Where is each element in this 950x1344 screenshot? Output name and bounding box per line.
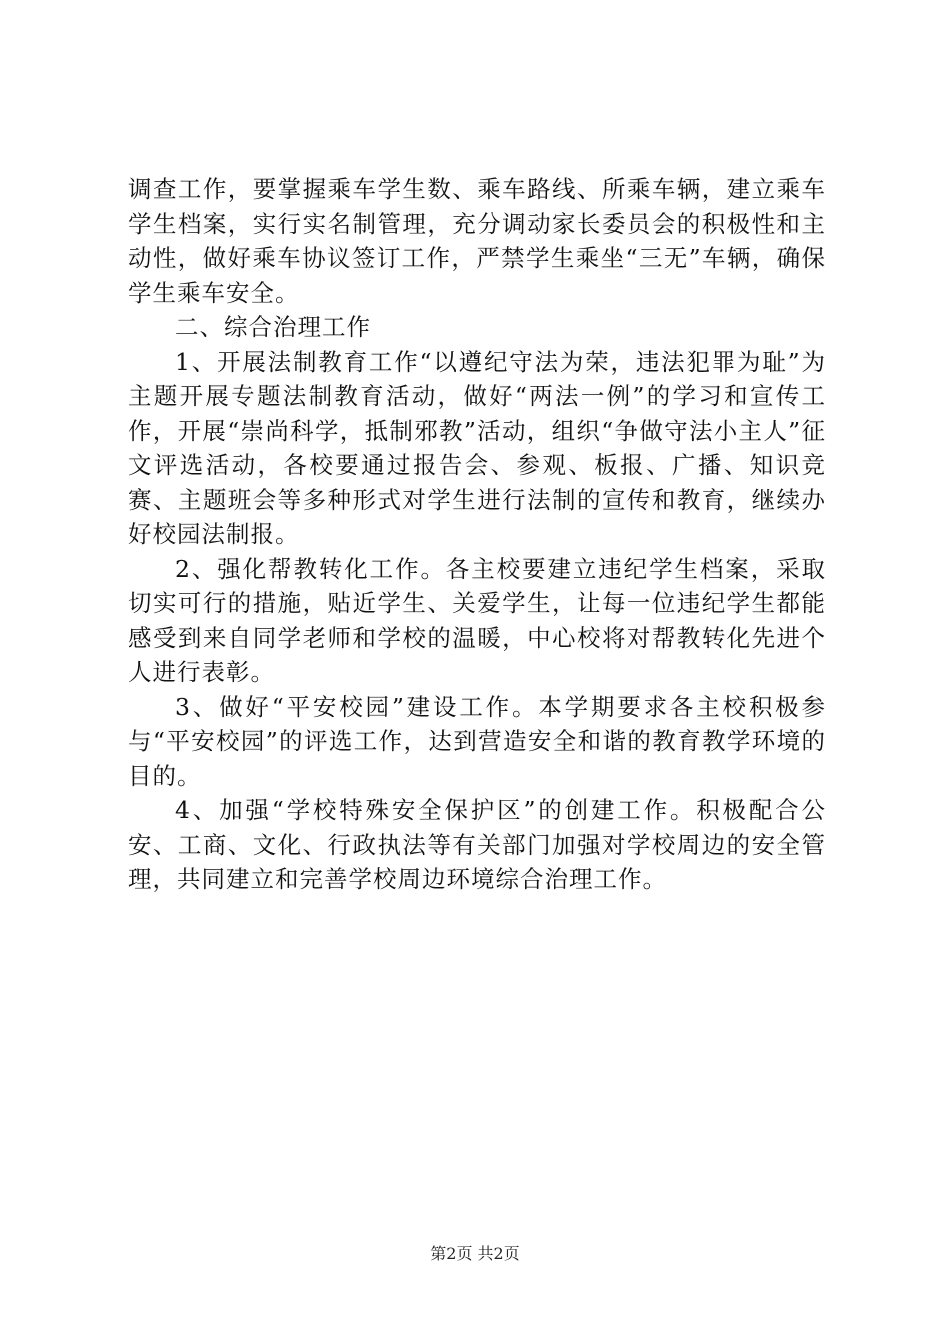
section-heading: 二、综合治理工作 <box>175 313 371 341</box>
document-body <box>128 172 826 897</box>
paragraph-continuation: 调查工作，要掌握乘车学生数、乘车路线、所乘车辆，建立乘车学生档案，实行实名制管理，充分调动家长委员会的积极性和主动性，做好乘车协议签订工作，严禁学生乘坐“三无”车辆，确保学生乘车安全。 <box>128 175 826 307</box>
paragraph-item-4: 4、加强“学校特殊安全保护区”的创建工作。积极配合公安、工商、文化、行政执法等有关部门加强对学校周边的安全管理，共同建立和完善学校周边环境综合治理工作。 <box>128 796 826 893</box>
page-footer: 第2页 共2页 <box>430 1244 520 1263</box>
paragraph-item-3: 3、做好“平安校园”建设工作。本学期要求各主校积极参与“平安校园”的评选工作，达到营造安全和谐的教育教学环境的目的。 <box>128 692 826 790</box>
paragraph-item-1: 1、开展法制教育工作“以遵纪守法为荣，违法犯罪为耻”为主题开展专题法制教育活动，做好“两法一例”的学习和宣传工作，开展“崇尚科学，抵制邪教”活动，组织“争做守法小主人”征文评选活动，各校要通过报告会、参观、板报、广播、知识竞赛、主题班会等多种形式对学生进行法制的宣传和教育，继续办好校园法制报。 <box>128 347 826 548</box>
paragraph-item-2: 2、强化帮教转化工作。各主校要建立违纪学生档案，采取切实可行的措施，贴近学生、关爱学生，让每一位违纪学生都能感受到来自同学老师和学校的温暖，中心校将对帮教转化先进个人进行表彰。 <box>128 554 826 686</box>
